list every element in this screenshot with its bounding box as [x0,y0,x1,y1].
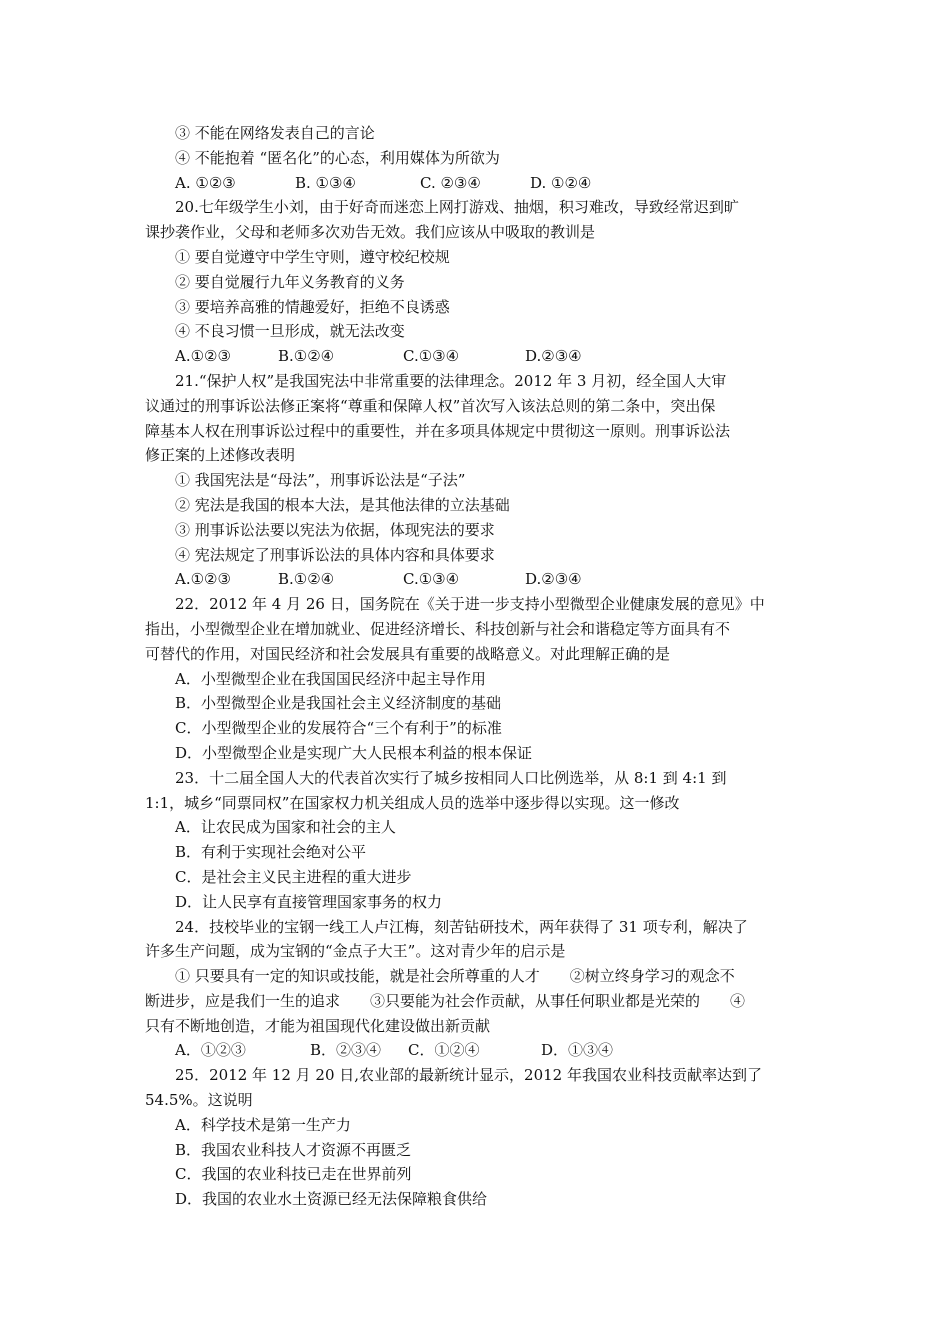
text-line: 1:1，城乡“同票同权”在国家权力机关组成人员的选举中逐步得以实现。这一修改 [145,793,680,812]
text-line: ④ 宪法规定了刑事诉讼法的具体内容和具体要求 [175,545,495,564]
answer-option: C.①③④ [403,347,460,366]
answer-options [145,567,805,592]
answer-option: A. ①②③ [175,173,236,192]
text-line: 20.七年级学生小刘，由于好奇而迷恋上网打游戏、抽烟，积习难改，导致经常迟到旷 [175,198,739,217]
text-line: D．小型微型企业是实现广大人民根本利益的根本保证 [175,743,533,762]
text-line: ③ 要培养高雅的情趣爱好，拒绝不良诱惑 [175,297,450,316]
answer-option: A.①②③ [175,570,231,589]
text-line: B．小型微型企业是我国社会主义经济制度的基础 [175,694,502,713]
text-line: 障基本人权在刑事诉讼过程中的重要性，并在多项具体规定中贯彻这一原则。刑事诉讼法 [145,421,731,440]
exam-content [145,121,805,1212]
text-line: ③ 刑事诉讼法要以宪法为依据，体现宪法的要求 [175,520,495,539]
text-line: ① 只要具有一定的知识或技能，就是社会所尊重的人才 ②树立终身学习的观念不 [175,967,735,986]
answer-option: D.②③④ [525,347,582,366]
text-line: 议通过的刑事诉讼法修正案将“尊重和保障人权”首次写入该法总则的第二条中，突出保 [145,396,716,415]
text-line: ③ 不能在网络发表自己的言论 [175,124,375,142]
answer-option: B.①②④ [278,570,335,589]
text-line: 25．2012 年 12 月 20 日,农业部的最新统计显示，2012 年我国农业科技贡献率达到了 [175,1066,762,1085]
answer-option: B.①②④ [278,347,335,366]
answer-option: D．①③④ [541,1041,614,1060]
text-line: C．小型微型企业的发展符合“三个有利于”的标准 [175,719,502,738]
text-line: 指出，小型微型企业在增加就业、促进经济增长、科技创新与社会和谐稳定等方面具有不 [145,619,731,638]
text-line: 只有不断地创造，才能为祖国现代化建设做出新贡献 [145,1016,491,1035]
answer-option: D.②③④ [525,570,582,589]
text-line: 课抄袭作业，父母和老师多次劝告无效。我们应该从中吸取的教训是 [145,223,596,242]
text-line: ② 宪法是我国的根本大法，是其他法律的立法基础 [175,495,510,514]
answer-option: C. ②③④ [420,173,481,192]
text-line: 23．十二届全国人大的代表首次实行了城乡按相同人口比例选举，从 8:1 到 4:1 到 [175,768,727,787]
text-line: C．我国的农业科技已走在世界前列 [175,1165,412,1184]
text-line: ① 我国宪法是“母法”，刑事诉讼法是“子法” [175,471,466,490]
text-line: ① 要自觉遵守中学生守则，遵守校纪校规 [175,247,450,266]
text-line: A．小型微型企业在我国国民经济中起主导作用 [175,669,486,688]
text-line: 54.5%。这说明 [145,1091,253,1110]
text-line: D．我国的农业水土资源已经无法保障粮食供给 [175,1190,488,1209]
text-line: B．有利于实现社会绝对公平 [175,843,367,862]
answer-option: B. ①③④ [295,173,356,192]
text-line: ④ 不能抱着 “匿名化”的心态，利用媒体为所欲为 [175,148,500,167]
text-line: D．让人民享有直接管理国家事务的权力 [175,892,443,911]
answer-option: B．②③④ [310,1041,382,1060]
answer-option: C．①②④ [408,1041,480,1060]
answer-options [145,171,805,196]
text-line: 21.“保护人权”是我国宪法中非常重要的法律理念。2012 年 3 月初，经全国人大审 [175,371,727,390]
text-line: A．让农民成为国家和社会的主人 [175,818,396,837]
text-line: 可替代的作用，对国民经济和社会发展具有重要的战略意义。对此理解正确的是 [145,644,671,663]
answer-option: C.①③④ [403,570,460,589]
text-line: A．科学技术是第一生产力 [175,1115,351,1134]
answer-options [145,1038,805,1063]
text-line: 断进步，应是我们一生的追求 ③只要能为社会作贡献，从事任何职业都是光荣的 ④ [145,991,746,1010]
text-line: 24．技校毕业的宝钢一线工人卢江梅，刻苦钻研技术，两年获得了 31 项专利，解决了 [175,917,748,936]
text-line: 许多生产问题，成为宝钢的“金点子大王”。这对青少年的启示是 [145,942,566,961]
answer-option: D. ①②④ [530,173,592,192]
answer-option: A．①②③ [175,1041,246,1060]
answer-option: A.①②③ [175,347,231,366]
text-line: 22．2012 年 4 月 26 日，国务院在《关于进一步支持小型微型企业健康发展的意见》中 [175,595,765,614]
text-line: B．我国农业科技人才资源不再匮乏 [175,1140,412,1159]
text-line: ④ 不良习惯一旦形成，就无法改变 [175,322,405,341]
answer-options [145,344,805,369]
text-line: C．是社会主义民主进程的重大进步 [175,867,412,886]
text-line: 修正案的上述修改表明 [145,446,296,465]
text-line: ② 要自觉履行九年义务教育的义务 [175,272,405,291]
